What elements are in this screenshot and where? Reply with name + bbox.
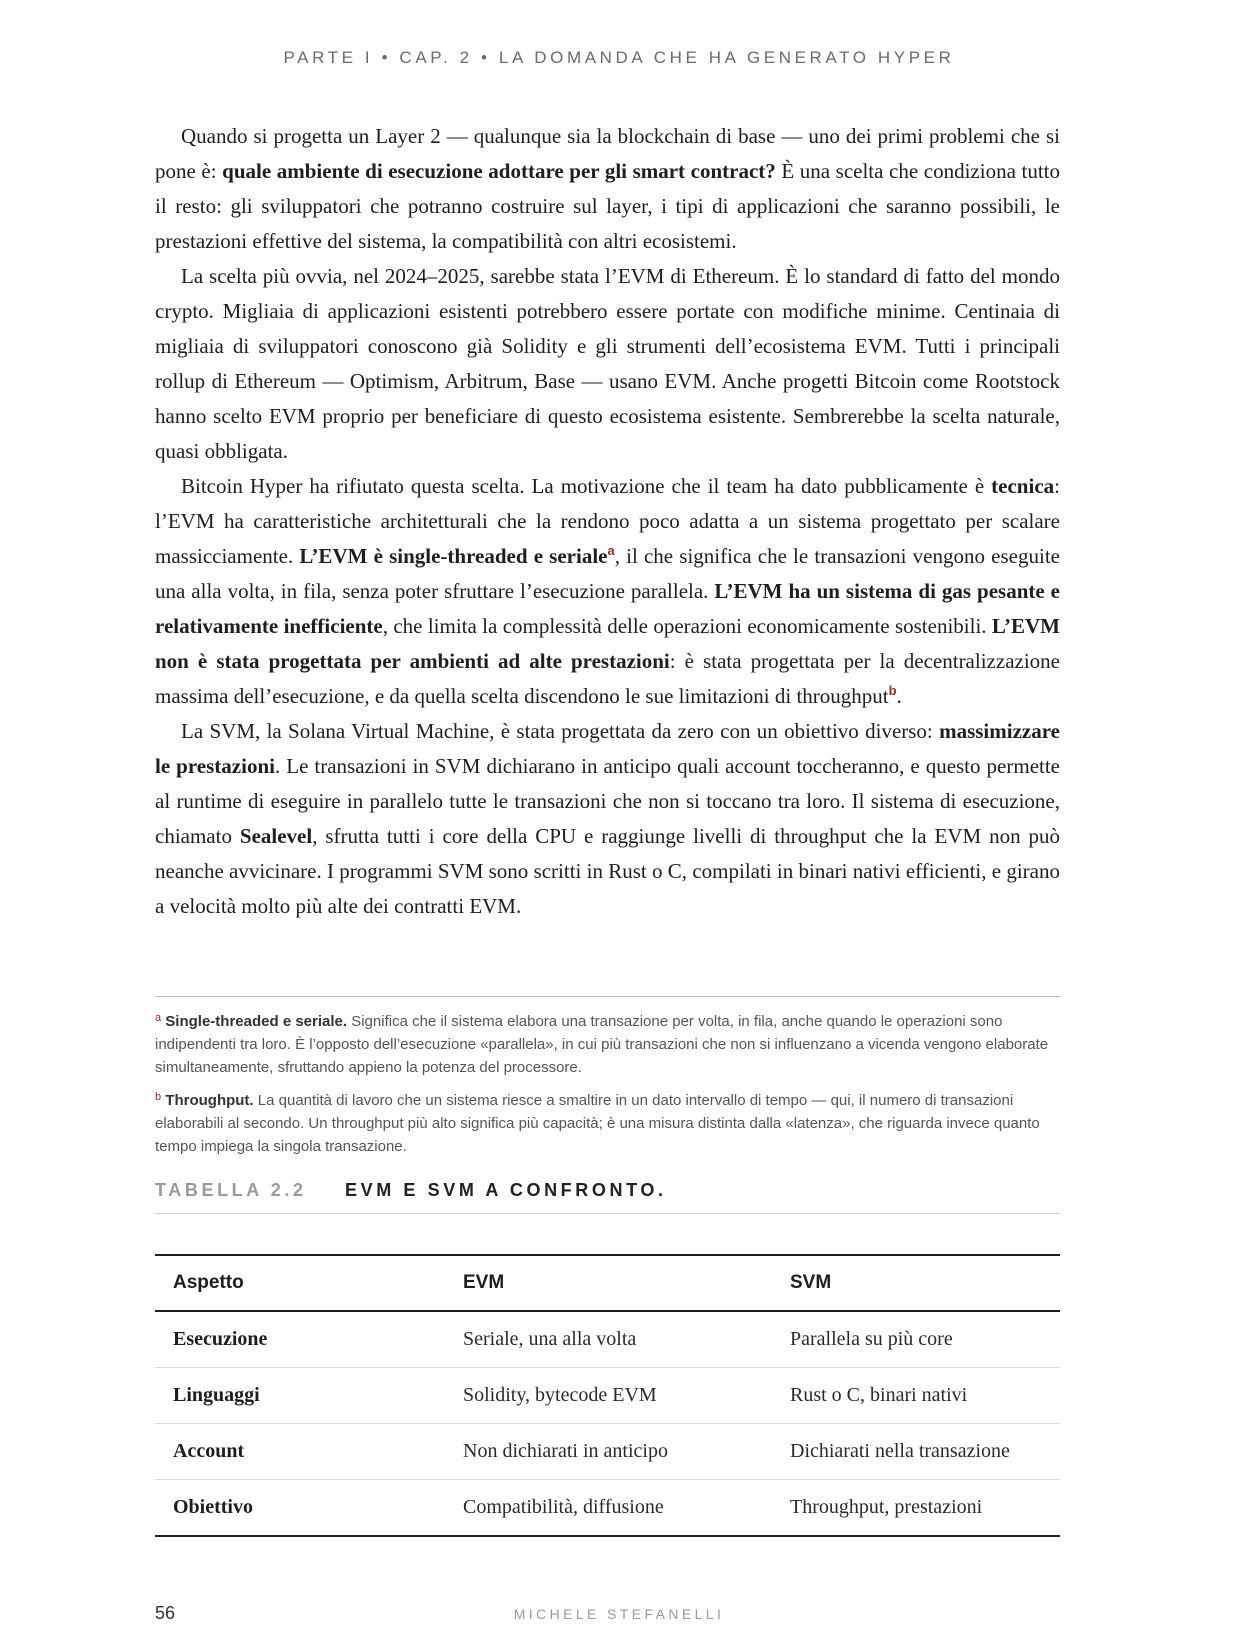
cell-svm: Parallela su più core	[772, 1311, 1060, 1368]
footnote-mark: a	[155, 1012, 162, 1024]
paragraph-svm	[155, 714, 1060, 924]
cell-svm: Dichiarati nella transazione	[772, 1424, 1060, 1480]
text-span: . Le transazioni in SVM dichiarano in anticipo quali account toccheranno, e questo permette al runtime di eseguire in parallelo tutte le transazioni che non si toccano tra loro. Il sistema di esecuzione, chiamato	[155, 754, 1060, 848]
bold-sealevel: Sealevel	[239, 824, 313, 848]
text-span: , il che significa che le transazioni vengono eseguite una alla volta, in fila, senza poter sfruttare l’esecuzione parallela.	[155, 544, 1060, 603]
header-evm: EVM	[445, 1255, 772, 1311]
cell-svm: Rust o C, binari nativi	[772, 1368, 1060, 1424]
comparison-table	[155, 1254, 1060, 1537]
table-row	[155, 1480, 1060, 1537]
table-row	[155, 1311, 1060, 1368]
text-span: La SVM, la Solana Virtual Machine, è stata progettata da zero con un obiettivo diverso:	[181, 719, 940, 743]
cell-evm: Solidity, bytecode EVM	[445, 1368, 772, 1424]
table-caption	[155, 1180, 1060, 1214]
footnote-a	[155, 1010, 1060, 1079]
bold-question: quale ambiente di esecuzione adottare per gli smart contract?	[222, 159, 776, 183]
text-span: .	[896, 684, 902, 708]
page-number: 56	[155, 1603, 176, 1623]
footnotes	[155, 1010, 1060, 1168]
text-span: : l’EVM ha caratteristiche architetturali che la rendono poco adatta a un sistema progettato per scalare massicciamente.	[155, 474, 1060, 568]
footnote-term: Throughput.	[165, 1092, 254, 1109]
running-footer-author: MICHELE STEFANELLI	[513, 1606, 725, 1622]
footnote-mark: b	[155, 1091, 162, 1103]
cell-aspect: Obiettivo	[155, 1480, 445, 1537]
running-header: PARTE I • CAP. 2 • LA DOMANDA CHE HA GENERATO HYPER	[283, 48, 955, 67]
paragraph-layer2-choice	[155, 119, 1060, 259]
cell-aspect: Esecuzione	[155, 1311, 445, 1368]
text-span: : è stata progettata per la decentralizzazione massima dell’esecuzione, e da quella scelta discendono le sue limitazioni di throughput	[155, 649, 1060, 708]
cell-svm: Throughput, prestazioni	[772, 1480, 1060, 1537]
header-aspetto: Aspetto	[155, 1255, 445, 1311]
bold-maximize-performance: massimizzare le prestazioni	[155, 719, 1060, 778]
text-span: Quando si progetta un Layer 2 — qualunque sia la blockchain di base — uno dei primi problemi che si pone è:	[155, 124, 1060, 183]
footnote-text: La quantità di lavoro che un sistema riesce a smaltire in un dato intervallo di tempo — qui, il numero di transazioni elaborabili al secondo. Un throughput più alto significa più capacità; è una misura distinta dalla «latenza», che riguarda invece quanto tempo impiega la singola transazione.	[155, 1092, 1040, 1155]
cell-aspect: Account	[155, 1424, 445, 1480]
bold-single-threaded: L’EVM è single-threaded e seriale	[299, 544, 608, 568]
table-header-row	[155, 1255, 1060, 1311]
footnote-divider	[155, 996, 1060, 997]
table-row	[155, 1424, 1060, 1480]
header-svm: SVM	[772, 1255, 1060, 1311]
bold-gas-system: L’EVM ha un sistema di gas pesante e relativamente inefficiente	[155, 579, 1060, 638]
cell-aspect: Linguaggi	[155, 1368, 445, 1424]
footnote-ref-b[interactable]: b	[888, 683, 897, 698]
text-span: La scelta più ovvia, nel 2024–2025, sarebbe stata l’EVM di Ethereum. È lo standard di fatto del mondo crypto. Migliaia di applicazioni esistenti potrebbero essere portate con modifiche minime. Centinaia di migliaia di sviluppatori conoscono già Solidity e gli strumenti dell’ecosistema EVM. Tutti i principali rollup di Ethereum — Optimism, Arbitrum, Base — usano EVM. Anche progetti Bitcoin come Rootstock hanno scelto EVM proprio per beneficiare di questo ecosistema esistente. Sembrerebbe la scelta naturale, quasi obbligata.	[155, 264, 1060, 463]
bold-tecnica: tecnica	[991, 474, 1055, 498]
footnote-text: Significa che il sistema elabora una transazione per volta, in fila, anche quando le operazioni sono indipendenti tra loro. È l’opposto dell’esecuzione «parallela», in cui più transazioni che non si influenzano a vicenda vengono elaborate simultaneamente, sfruttando appieno la potenza del processore.	[155, 1013, 1049, 1076]
table-row	[155, 1368, 1060, 1424]
body-text	[155, 119, 1060, 924]
paragraph-evm-obvious	[155, 259, 1060, 469]
text-span: , che limita la complessità delle operazioni economicamente sostenibili.	[382, 614, 992, 638]
text-span: , sfrutta tutti i core della CPU e raggiunge livelli di throughput che la EVM non può neanche avvicinare. I programmi SVM sono scritti in Rust o C, compilati in binari nativi efficienti, e girano a velocità molto più alte dei contratti EVM.	[155, 824, 1060, 918]
text-span: È una scelta che condiziona tutto il resto: gli sviluppatori che potranno costruire sul layer, i tipi di applicazioni che saranno possibili, le prestazioni effettive del sistema, la compatibilità con altri ecosistemi.	[155, 159, 1060, 253]
table-title: EVM E SVM A CONFRONTO.	[345, 1180, 667, 1200]
footnote-b	[155, 1089, 1060, 1158]
footnote-term: Single-threaded e seriale.	[165, 1013, 348, 1030]
paragraph-hyper-refused	[155, 469, 1060, 714]
cell-evm: Non dichiarati in anticipo	[445, 1424, 772, 1480]
footnote-ref-a[interactable]: a	[607, 543, 615, 558]
cell-evm: Seriale, una alla volta	[445, 1311, 772, 1368]
bold-not-high-performance: L’EVM non è stata progettata per ambienti ad alte prestazioni	[155, 614, 1060, 673]
text-span: Bitcoin Hyper ha rifiutato questa scelta. La motivazione che il team ha dato pubblicamente è	[181, 474, 992, 498]
cell-evm: Compatibilità, diffusione	[445, 1480, 772, 1537]
table-label: TABELLA 2.2	[155, 1180, 307, 1200]
